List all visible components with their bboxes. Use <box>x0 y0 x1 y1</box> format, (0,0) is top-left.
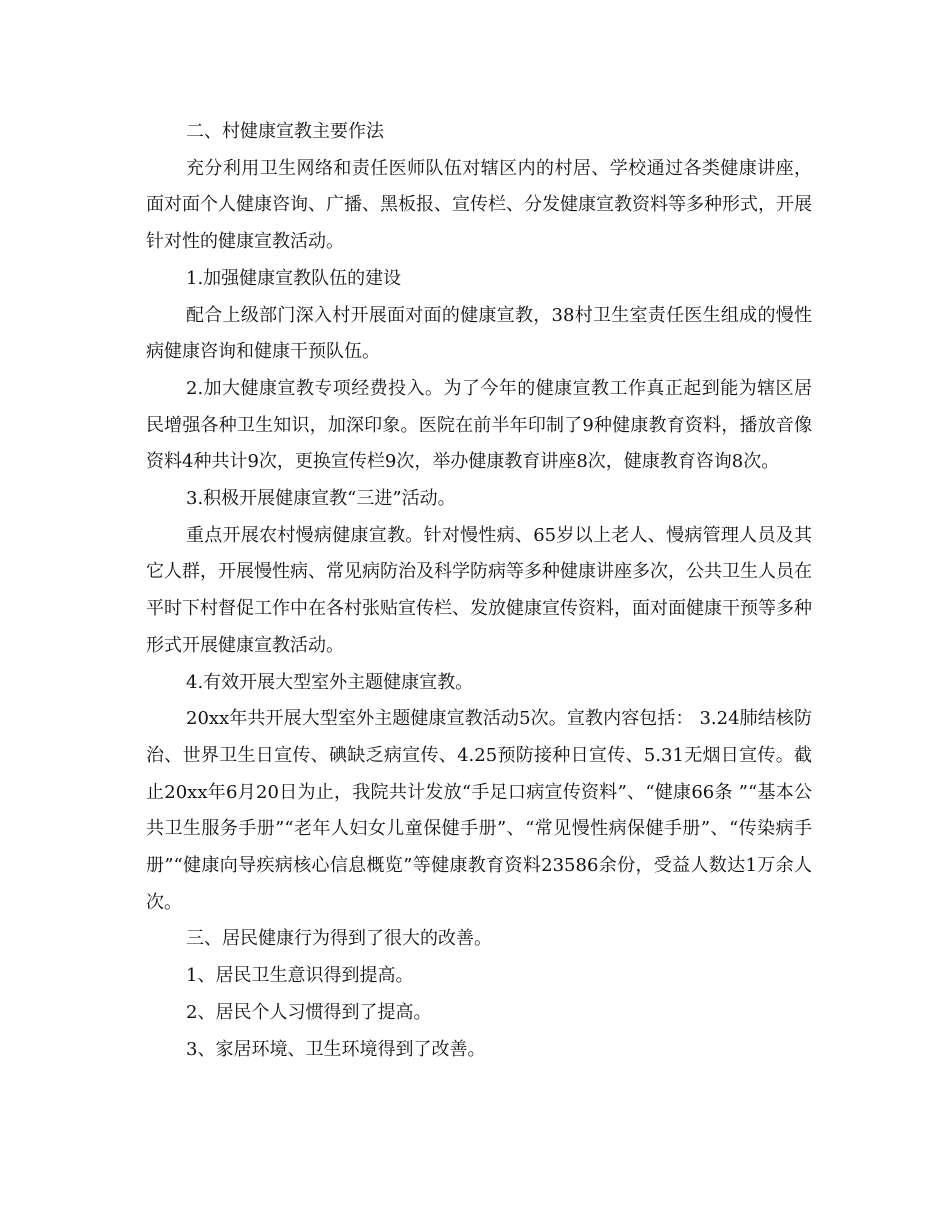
paragraph: 20xx年共开展大型室外主题健康宣教活动5次。宣教内容包括： 3.24肺结核防治、世界卫生日宣传、碘缺乏病宣传、4.25预防接种日宣传、5.31无烟日宣传。截止20xx年6月20日为止，我院共计发放“手足口病宣传资料”、“健康66条 ”“基本公共卫生服务手册”“老年人妇女儿童保健手册”、“常见慢性病保健手册”、“传染病手册”“健康向导疾病核心信息概览”等健康教育资料23586余份，受益人数达1万余人次。 <box>146 708 812 913</box>
subsection-heading: 1.加强健康宣教队伍的建设 <box>186 267 402 289</box>
section-heading: 二、村健康宣教主要作法 <box>186 121 384 142</box>
paragraph: 2.加大健康宣教专项经费投入。为了今年的健康宣教工作真正起到能为辖区居民增强各种卫生知识，加深印象。医院在前半年印制了9种健康教育资料，播放音像资料4种共计9次，更换宣传栏9次，举办健康教育讲座8次，健康教育咨询8次。 <box>146 377 812 473</box>
paragraph: 配合上级部门深入村开展面对面的健康宣教，38村卫生室责任医生组成的慢性病健康咨询和健康干预队伍。 <box>146 304 812 363</box>
paragraph: 充分利用卫生网络和责任医师队伍对辖区内的村居、学校通过各类健康讲座，面对面个人健康咨询、广播、黑板报、宣传栏、分发健康宣教资料等多种形式，开展针对性的健康宣教活动。 <box>146 157 812 253</box>
subsection-heading: 3.积极开展健康宣教“三进”活动。 <box>186 488 456 510</box>
list-item: 2、居民个人习惯得到了提高。 <box>186 1001 432 1023</box>
subsection-heading: 4.有效开展大型室外主题健康宣教。 <box>186 671 474 693</box>
paragraph: 重点开展农村慢病健康宣教。针对慢性病、65岁以上老人、慢病管理人员及其它人群，开展慢性病、常见病防治及科学防病等多种健康讲座多次，公共卫生人员在平时下村督促工作中在各村张贴宣传栏、发放健康宣传资料，面对面健康干预等多种形式开展健康宣教活动。 <box>146 524 812 656</box>
list-item: 3、家居环境、卫生环境得到了改善。 <box>186 1038 486 1060</box>
section-heading: 三、居民健康行为得到了很大的改善。 <box>186 928 492 950</box>
document-body <box>146 114 812 1068</box>
list-item: 1、居民卫生意识得到提高。 <box>186 965 414 987</box>
